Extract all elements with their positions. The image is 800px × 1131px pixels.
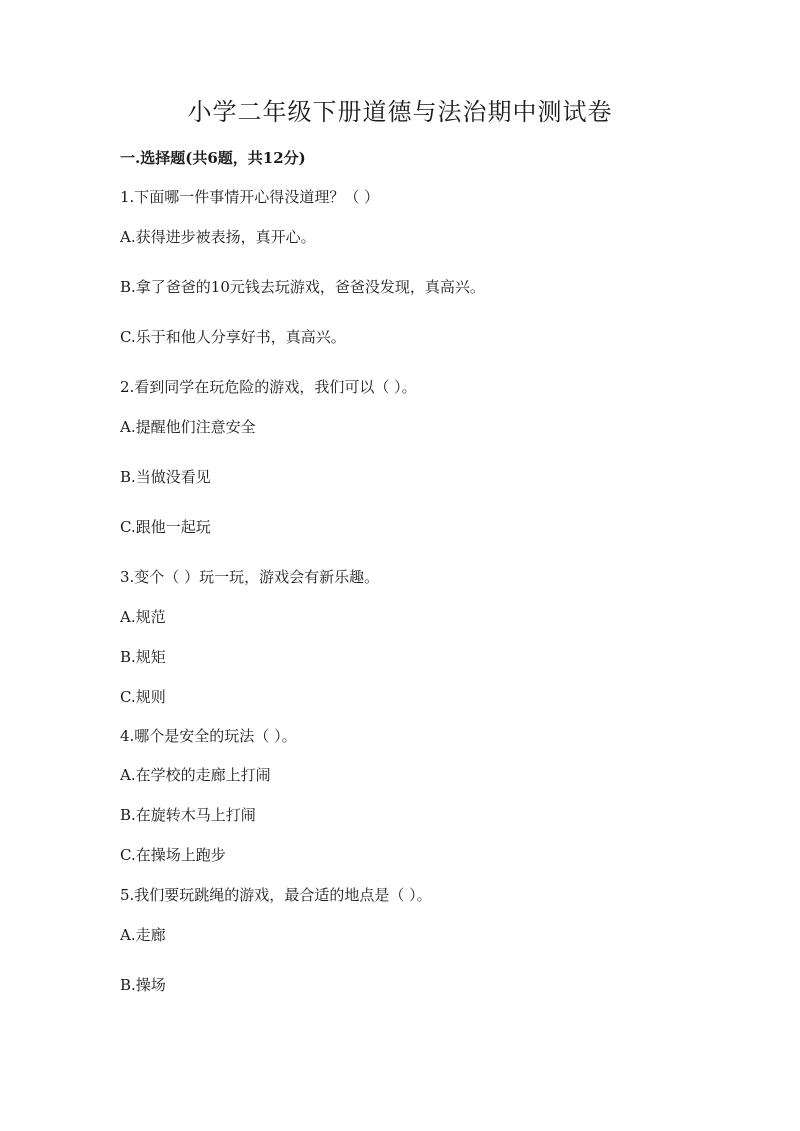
question-2-option-b: B.当做没看见 xyxy=(120,468,211,486)
question-3-option-b: B.规矩 xyxy=(120,648,166,666)
question-1-option-a: A.获得进步被表扬，真开心。 xyxy=(120,228,316,246)
question-1-option-c: C.乐于和他人分享好书，真高兴。 xyxy=(120,328,346,346)
question-1-option-b: B.拿了爸爸的10元钱去玩游戏，爸爸没发现，真高兴。 xyxy=(120,278,485,296)
question-3-option-c: C.规则 xyxy=(120,688,166,706)
question-5-option-a: A.走廊 xyxy=(120,926,166,944)
section-heading: 一.选择题(共6题，共12分) xyxy=(120,149,306,167)
question-5-option-b: B.操场 xyxy=(120,976,166,994)
question-2-stem: 2.看到同学在玩危险的游戏，我们可以（ ）。 xyxy=(120,378,417,396)
question-3-stem: 3.变个（ ）玩一玩，游戏会有新乐趣。 xyxy=(120,568,380,586)
page-title: 小学二年级下册道德与法治期中测试卷 xyxy=(187,98,613,126)
question-4-option-c: C.在操场上跑步 xyxy=(120,846,226,864)
question-2-option-a: A.提醒他们注意安全 xyxy=(120,418,256,436)
question-1-stem: 1.下面哪一件事情开心得没道理？（ ） xyxy=(120,188,380,206)
question-5-stem: 5.我们要玩跳绳的游戏，最合适的地点是（ ）。 xyxy=(120,886,432,904)
question-4-option-b: B.在旋转木马上打闹 xyxy=(120,806,256,824)
question-3-option-a: A.规范 xyxy=(120,608,166,626)
question-4-stem: 4.哪个是安全的玩法（ ）。 xyxy=(120,727,297,745)
question-4-option-a: A.在学校的走廊上打闹 xyxy=(120,766,271,784)
question-2-option-c: C.跟他一起玩 xyxy=(120,518,211,536)
